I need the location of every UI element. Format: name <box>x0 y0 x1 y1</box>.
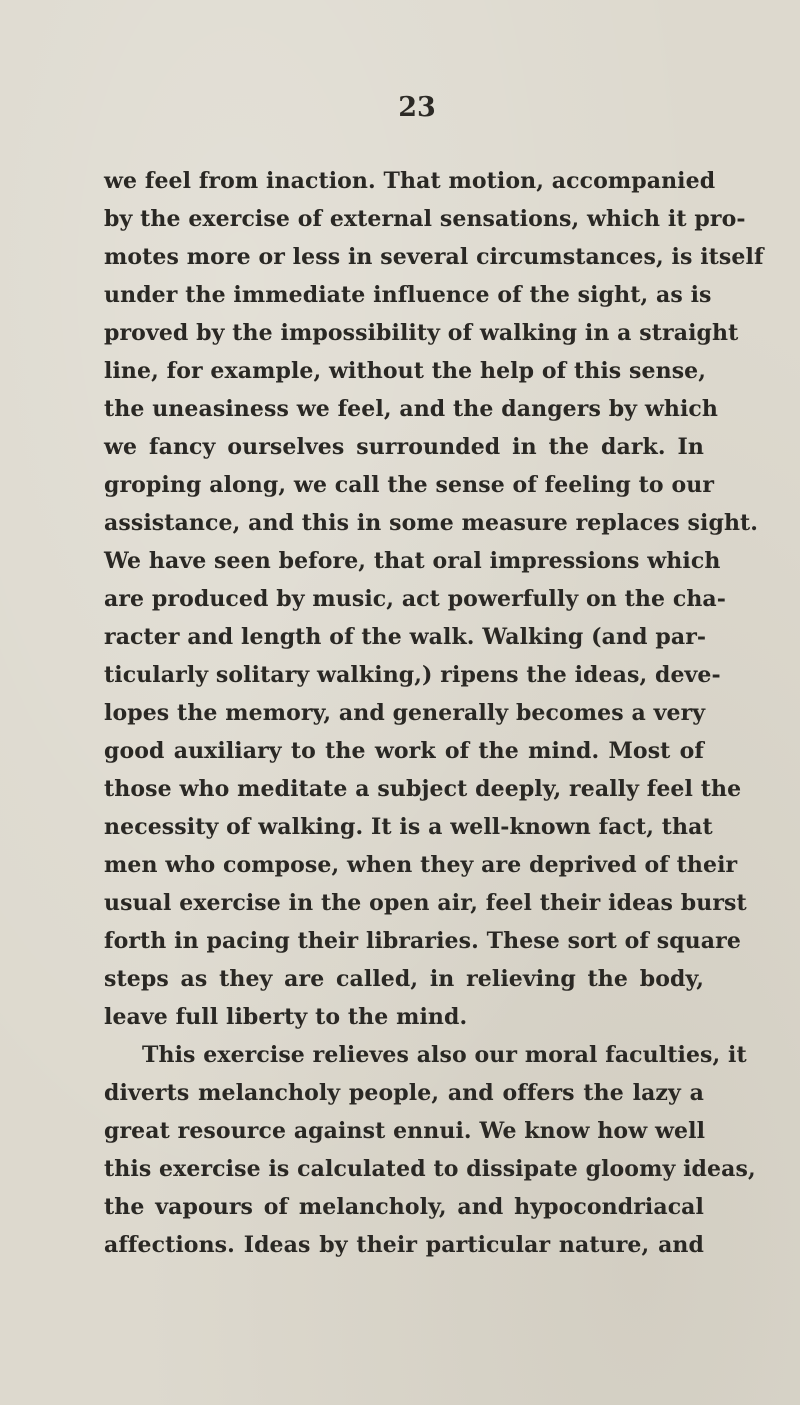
text-line: assistance, and this in some measure replaces sight. <box>104 510 759 536</box>
text-line: affections. Ideas by their particular nature, and <box>104 1232 704 1258</box>
page-number: 23 <box>398 92 436 123</box>
text-line: great resource against ennui. We know how well <box>104 1118 706 1144</box>
text-line: lopes the memory, and generally becomes a very <box>104 700 706 726</box>
text-line: line, for example, without the help of this sense, <box>104 358 707 384</box>
paragraph-start-line: This exercise relieves also our moral faculties, it <box>142 1042 747 1068</box>
text-line: necessity of walking. It is a well-known fact, that <box>104 814 713 840</box>
text-line: ticularly solitary walking,) ripens the ideas, deve- <box>104 662 721 688</box>
text-line: racter and length of the walk. Walking (and par- <box>104 624 707 650</box>
text-line: the vapours of melancholy, and hypocondriacal <box>104 1194 704 1220</box>
text-line: are produced by music, act powerfully on the cha- <box>104 586 727 612</box>
body-text <box>104 162 764 1264</box>
text-line: groping along, we call the sense of feeling to our <box>104 472 715 498</box>
text-line: steps as they are called, in relieving the body, <box>104 966 704 992</box>
text-line: those who meditate a subject deeply, really feel the <box>104 776 742 802</box>
text-line: under the immediate influence of the sight, as is <box>104 282 712 308</box>
text-line: proved by the impossibility of walking in a straight <box>104 320 739 346</box>
paragraph-end-line: leave full liberty to the mind. <box>104 1004 468 1030</box>
text-line: usual exercise in the open air, feel their ideas burst <box>104 890 747 916</box>
text-line: motes more or less in several circumstances, is itself <box>104 244 764 270</box>
text-line: the uneasiness we feel, and the dangers by which <box>104 396 719 422</box>
text-line: diverts melancholy people, and offers the lazy a <box>104 1080 704 1106</box>
text-line: we fancy ourselves surrounded in the dark. In <box>104 434 704 460</box>
text-line: this exercise is calculated to dissipate gloomy ideas, <box>104 1156 756 1182</box>
text-line: good auxiliary to the work of the mind. Most of <box>104 738 704 764</box>
text-line: We have seen before, that oral impressions which <box>104 548 721 574</box>
text-line: men who compose, when they are deprived of their <box>104 852 738 878</box>
text-line: we feel from inaction. That motion, accompanied <box>104 168 716 194</box>
text-line: by the exercise of external sensations, which it pro- <box>104 206 746 232</box>
text-line: forth in pacing their libraries. These sort of square <box>104 928 741 954</box>
